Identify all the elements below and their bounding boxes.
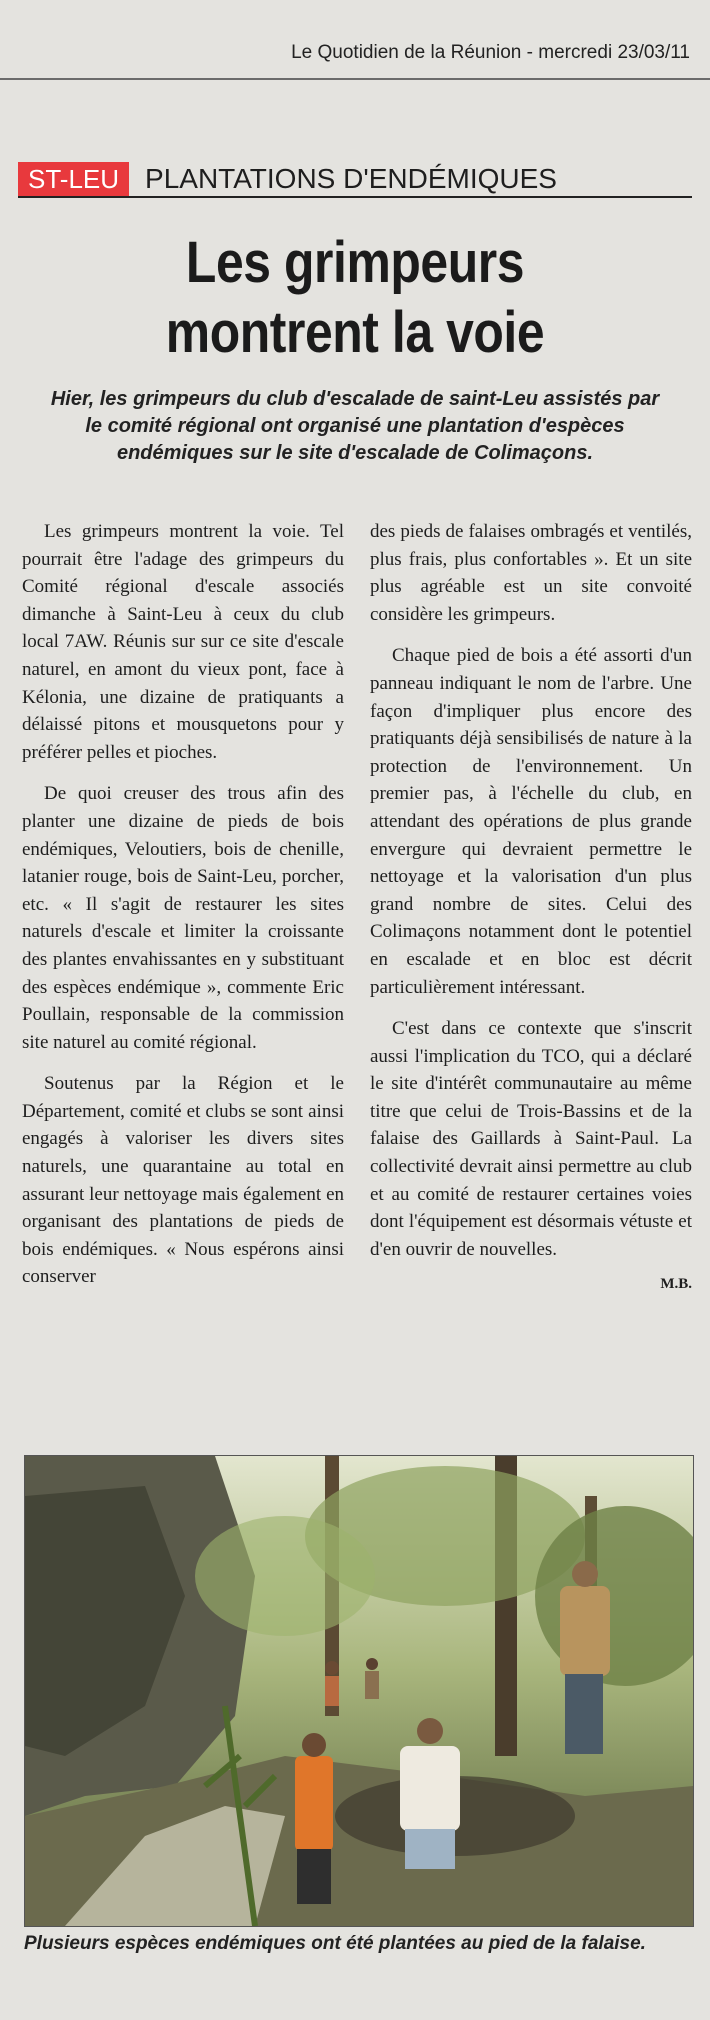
headline-line-1: Les grimpeurs: [185, 230, 525, 295]
article-paragraph: Soutenus par la Région et le Département, comité et clubs se sont ainsi engagés à valoriser les divers sites naturels, une quarantaine au total en assurant leur nettoyage mais également en organisant des plantations de pieds de bois endémiques. « Nous espérons ainsi conserver: [22, 1073, 344, 1288]
headline: [76, 228, 635, 368]
section-bar: [18, 162, 692, 198]
article-column-left: [22, 518, 344, 1305]
section-tag: ST-LEU: [18, 162, 129, 196]
article-paragraph-continued: des pieds de falaises ombragés et ventilés, plus frais, plus confortables ». Et un site plus agréable est un site convoité considère les grimpeurs.: [370, 521, 692, 625]
author-signature: M.B.: [660, 1276, 692, 1293]
chapo: Hier, les grimpeurs du club d'escalade de saint-Leu assistés par le comité régional ont organisé une plantation d'espèces endémiques sur le site d'escalade de Colimaçons.: [50, 388, 660, 464]
article-paragraph: C'est dans ce contexte que s'inscrit aussi l'implication du TCO, qui a déclaré le site d'intérêt communautaire au même titre que celui de Trois-Bassins et de la falaise des Gaillards à Saint-Paul. La collectivité devrait ainsi permettre au club et au comité de restaurer certaines voies dont l'équipement est désormais vétuste et d'en ouvrir de nouvelles.: [370, 1018, 692, 1260]
article-paragraph: De quoi creuser des trous afin des planter une dizaine de pieds de bois endémiques, Veloutiers, bois de chenille, latanier rouge, bois de Saint-Leu, porcher, etc. « Il s'agit de restaurer les sites naturels d'escale et limiter la croissante des plantes envahissantes en y substituant des espèces endémique », commente Eric Poullain, responsable de la commission site naturel au comité régional.: [22, 783, 344, 1053]
article-column-right: [370, 518, 692, 1299]
article-photo: [24, 1455, 694, 1927]
article-paragraph: Les grimpeurs montrent la voie. Tel pourrait être l'adage des grimpeurs du Comité régional d'escale associés dimanche à Saint-Leu à ceux du club local 7AW. Réunis sur sur ce site d'escale naturel, en amont du vieux pont, face à Kélonia, une dizaine de pratiquants a délaissé pitons et mousquetons pour y préférer pelles et pioches.: [22, 521, 344, 763]
photo-caption: Plusieurs espèces endémiques ont été plantées au pied de la falaise.: [24, 1933, 646, 1954]
masthead: Le Quotidien de la Réunion - mercredi 23/03/11: [291, 42, 690, 63]
section-rule: [18, 196, 692, 198]
forest-climbers-photo: [25, 1456, 693, 1926]
headline-line-2: montrent la voie: [165, 300, 545, 365]
masthead-rule: [0, 78, 710, 80]
section-title: PLANTATIONS D'ENDÉMIQUES: [145, 163, 557, 194]
article-paragraph: Chaque pied de bois a été assorti d'un panneau indiquant le nom de l'arbre. Une façon d'impliquer plus encore des pratiquants déjà sensibilisés de nature à la protection de l'environnement. Un premier pas, à l'échelle du club, en attendant des opérations de plus grande envergure qui devraient permettre le nettoyage et la valorisation d'un plus grand nombre de sites. Celui des Colimaçons notamment dont le potentiel en escalade et en bloc est décrit particulièrement intéressant.: [370, 645, 692, 998]
